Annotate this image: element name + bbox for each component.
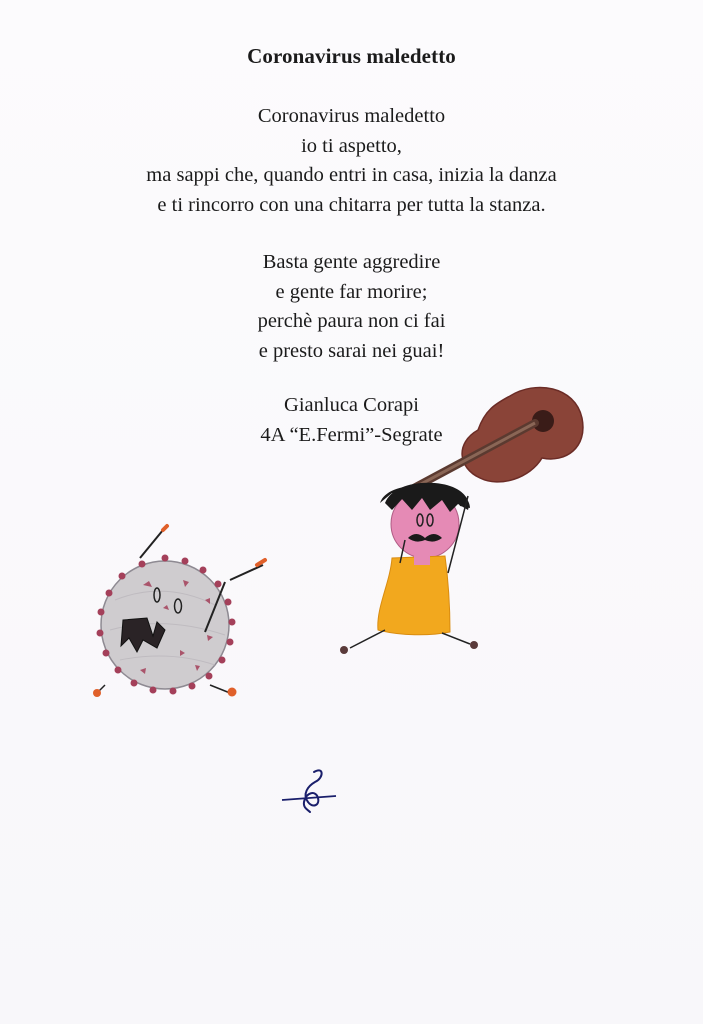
stanza-1 bbox=[0, 102, 703, 220]
author-name: Gianluca Corapi bbox=[284, 394, 419, 416]
poem-line: Basta gente aggredire bbox=[262, 251, 441, 273]
poem-line: ma sappi che, quando entri in casa, inizia la danza bbox=[146, 164, 557, 186]
poem-title: Coronavirus maledetto bbox=[247, 44, 456, 68]
stanza-2 bbox=[0, 248, 703, 366]
poem-line: e presto sarai nei guai! bbox=[258, 339, 445, 362]
poem-line: io ti aspetto, bbox=[301, 134, 402, 157]
poem-line: Coronavirus maledetto bbox=[257, 105, 446, 127]
poem-line: perchè paura non ci fai bbox=[257, 310, 446, 332]
pen-doodle bbox=[272, 762, 342, 822]
school-name: 4A “E.Fermi”-Segrate bbox=[260, 424, 443, 446]
poem-line: e gente far morire; bbox=[275, 280, 428, 303]
guitar-drawing bbox=[395, 387, 583, 498]
boy-with-guitar-drawing bbox=[330, 378, 590, 668]
coronavirus-drawing bbox=[85, 520, 275, 710]
poem-line: e ti rincorro con una chitarra per tutta la stanza. bbox=[157, 193, 546, 216]
